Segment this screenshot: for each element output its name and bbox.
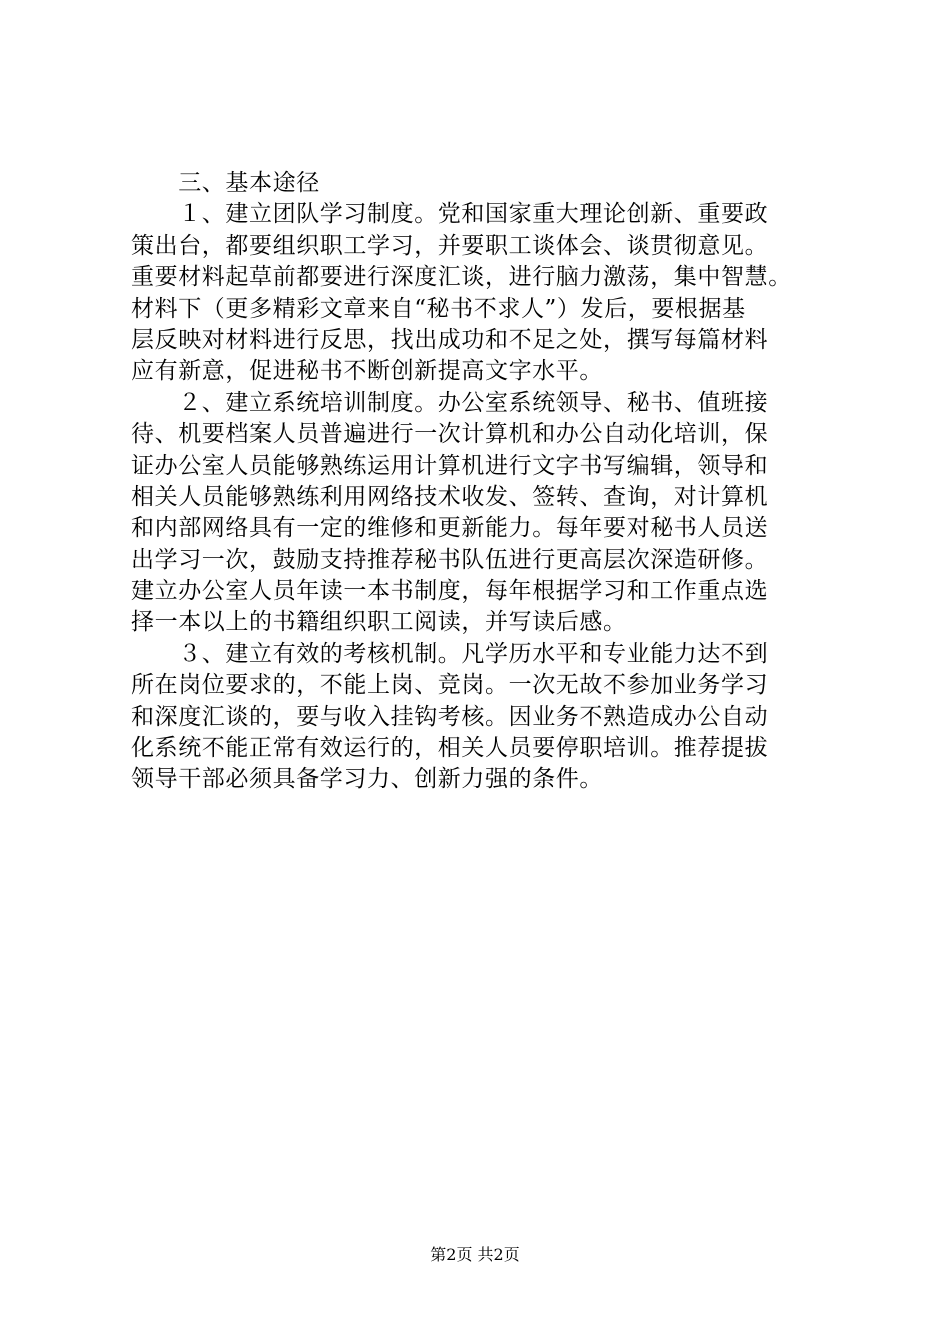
page-footer: 第2页 共2页: [430, 1245, 520, 1264]
text-line: 出学习一次，鼓励支持推荐秘书队伍进行更高层次深造研修。: [131, 546, 769, 573]
text-line: 应有新意，促进秘书不断创新提高文字水平。: [131, 358, 603, 385]
text-line: 重要材料起草前都要进行深度汇谈，进行脑力激荡，集中智慧。: [131, 264, 792, 291]
text-line: 待、机要档案人员普遍进行一次计算机和办公自动化培训，保: [131, 421, 769, 448]
text-line: 领导干部必须具备学习力、创新力强的条件。: [131, 766, 603, 793]
text-line: 材料下（更多精彩文章来自“秘书不求人”）发后，要根据基: [131, 295, 746, 322]
text-line: １、建立团队学习制度。党和国家重大理论创新、重要政: [131, 201, 769, 228]
text-line: 所在岗位要求的，不能上岗、竞岗。一次无故不参加业务学习: [131, 672, 769, 699]
text-line: 化系统不能正常有效运行的，相关人员要停职培训。推荐提拔: [131, 735, 769, 762]
text-line: 和深度汇谈的，要与收入挂钩考核。因业务不熟造成办公自动: [131, 703, 769, 730]
text-line: 和内部网络具有一定的维修和更新能力。每年要对秘书人员送: [131, 515, 769, 542]
section-heading: 三、基本途径: [131, 170, 320, 196]
text-line: 建立办公室人员年读一本书制度，每年根据学习和工作重点选: [131, 578, 769, 605]
text-line: ３、建立有效的考核机制。凡学历水平和专业能力达不到: [131, 640, 769, 667]
text-line: 相关人员能够熟练利用网络技术收发、签转、查询，对计算机: [131, 483, 769, 510]
document-body: [131, 168, 831, 796]
text-line: 策出台，都要组织职工学习，并要职工谈体会、谈贯彻意见。: [131, 232, 769, 259]
text-line: ２、建立系统培训制度。办公室系统领导、秘书、值班接: [131, 389, 769, 416]
text-line: 证办公室人员能够熟练运用计算机进行文字书写编辑，领导和: [131, 452, 769, 479]
text-line: 择一本以上的书籍组织职工阅读，并写读后感。: [131, 609, 627, 636]
text-line: 层反映对材料进行反思，找出成功和不足之处，撰写每篇材料: [131, 326, 769, 353]
